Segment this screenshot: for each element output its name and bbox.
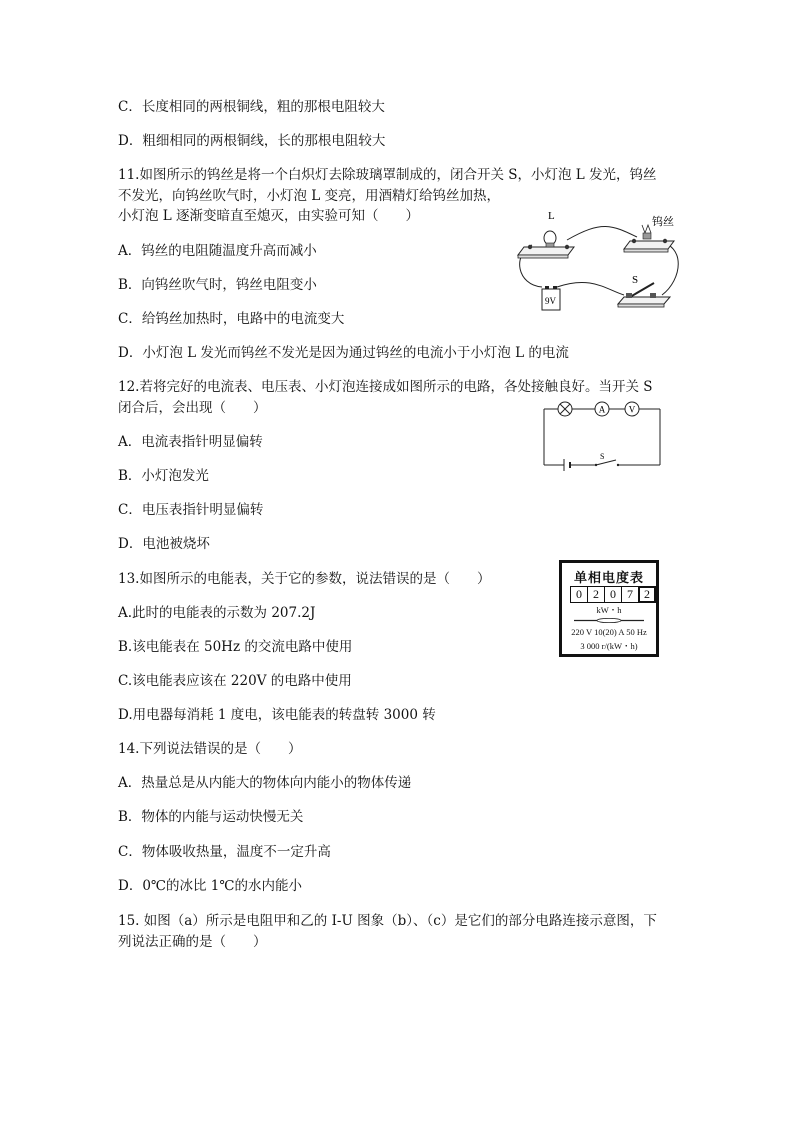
q14-option-d: D．0℃的冰比 1℃的水内能小 xyxy=(118,878,302,894)
q11-option-d: D．小灯泡 L 发光而钨丝不发光是因为通过钨丝的电流小于小灯泡 L 的电流 xyxy=(118,345,569,361)
battery-symbol xyxy=(564,459,570,471)
meter-digit: 0 xyxy=(570,586,588,603)
q12-stem-line: 12.若将完好的电流表、电压表、小灯泡连接成如图所示的电路，各处接触良好。当开关 S xyxy=(118,379,653,395)
q14-option-a: A．热量总是从内能大的物体向内能小的物体传递 xyxy=(118,775,412,791)
switch-label: S xyxy=(600,452,605,461)
q10-option-c: C．长度相同的两根铜线，粗的那根电阻较大 xyxy=(118,99,385,115)
tungsten-filament xyxy=(624,225,674,252)
meter-title: 单相电度表 xyxy=(573,571,644,586)
q12-option-c: C．电压表指针明显偏转 xyxy=(118,502,264,518)
q11-stem-line: 小灯泡 L 逐渐变暗直至熄灭，由实验可知（ ） xyxy=(118,208,420,224)
q15-stem-line: 列说法正确的是（ ） xyxy=(118,934,267,950)
q12-stem-line: 闭合后，会出现（ ） xyxy=(118,400,267,416)
q13-option-c: C.该电能表应该在 220V 的电路中使用 xyxy=(118,673,352,689)
meter-unit: kW・h xyxy=(596,605,622,615)
q10-option-d: D．粗细相同的两根铜线，长的那根电阻较大 xyxy=(118,133,386,149)
ammeter-label: A xyxy=(598,404,606,415)
switch-label: S xyxy=(632,274,639,286)
q12-option-b: B．小灯泡发光 xyxy=(118,468,209,484)
meter-digit: 7 xyxy=(621,586,639,603)
lamp-symbol xyxy=(558,402,572,416)
q14-option-c: C．物体吸收热量，温度不一定升高 xyxy=(118,844,331,860)
meter-spec-revolutions: 3 000 r/(kW・h) xyxy=(580,641,638,651)
q11-option-b: B．向钨丝吹气时，钨丝电阻变小 xyxy=(118,277,317,293)
q13-stem: 13.如图所示的电能表，关于它的参数，说法错误的是（ ） xyxy=(118,571,491,587)
switch-symbol xyxy=(595,460,619,466)
meter-digit: 0 xyxy=(604,586,622,603)
q15-stem-line: 15. 如图（a）所示是电阻甲和乙的 I-U 图象（b）、（c）是它们的部分电路连接示意图，下 xyxy=(118,913,657,929)
q12-option-d: D．电池被烧坏 xyxy=(118,536,210,552)
voltmeter-label: V xyxy=(628,404,636,415)
meter-spec-rating: 220 V 10(20) A 50 Hz xyxy=(571,627,647,637)
q12-circuit-figure xyxy=(540,401,665,471)
q11-option-a: A．钨丝的电阻随温度升高而减小 xyxy=(118,243,317,259)
q11-stem-line: 不发光，向钨丝吹气时，小灯泡 L 变亮，用酒精灯给钨丝加热， xyxy=(118,188,501,204)
q11-option-c: C．给钨丝加热时，电路中的电流变大 xyxy=(118,311,345,327)
lamp-l xyxy=(518,231,574,258)
lamp-label: L xyxy=(548,210,555,222)
meter-rotor-window xyxy=(572,618,646,623)
q13-option-a: A.此时的电能表的示数为 207.2J xyxy=(118,605,316,621)
meter-digit: 2 xyxy=(587,586,605,603)
meter-digit-decimal: 2 xyxy=(638,586,656,603)
q14-stem: 14.下列说法错误的是（ ） xyxy=(118,741,302,757)
q13-energy-meter xyxy=(559,560,659,657)
q12-option-a: A．电流表指针明显偏转 xyxy=(118,434,263,450)
q13-option-d: D.用电器每消耗 1 度电，该电能表的转盘转 3000 转 xyxy=(118,707,436,723)
meter-digits xyxy=(570,586,655,603)
filament-label: 钨丝 xyxy=(652,216,674,228)
q14-option-b: B．物体的内能与运动快慢无关 xyxy=(118,809,304,825)
q11-circuit-figure xyxy=(512,205,687,315)
q13-option-b: B.该电能表在 50Hz 的交流电路中使用 xyxy=(118,639,353,655)
q11-stem-line: 11.如图所示的钨丝是将一个白炽灯去除玻璃罩制成的，闭合开关 S，小灯泡 L 发光，钨丝 xyxy=(118,167,657,183)
battery-label: 9V xyxy=(545,296,556,306)
